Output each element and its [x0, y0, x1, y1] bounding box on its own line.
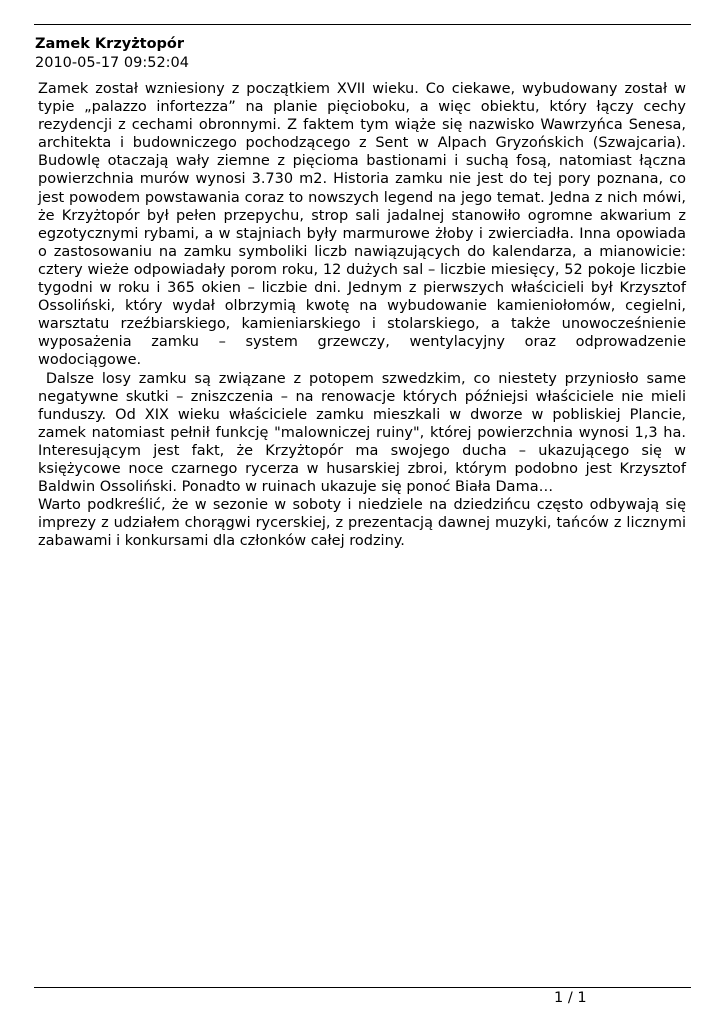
text-line: jest powodem powstawania coraz to nowszych legend na jego temat. Jedna z nich mówi,	[38, 189, 686, 206]
text-line: rezydencji z cechami obronnymi. Z faktem tym wiąże się nazwisko Wawrzyńca Senesa,	[38, 117, 686, 134]
paragraph	[38, 370, 686, 497]
footer-rule	[34, 987, 691, 988]
text-line: egzotycznymi rybami, a w stajniach były marmurowe żłoby i zwierciadła. Inna opowiada	[38, 225, 686, 242]
text-line: tygodni w roku i 365 okien – liczbie dni. Jednym z pierwszych właścicieli był Krzysztof	[38, 280, 686, 297]
text-line: że Krzyżtopór był pełen przepychu, strop sali jadalnej stanowiło ogromne akwarium z	[38, 207, 686, 224]
text-line: Interesującym jest fakt, że Krzyżtopór ma swojego ducha – ukazującego się w	[38, 442, 686, 459]
text-line: Ossoliński, który wydał olbrzymią kwotę na wybudowanie kamieniołomów, cegielni,	[38, 298, 686, 315]
document-date: 2010-05-17 09:52:04	[35, 55, 189, 71]
header-rule	[34, 24, 691, 25]
document-title: Zamek Krzyżtopór	[35, 36, 185, 52]
text-line: zamek natomiast pełnił funkcję "malowniczej ruiny", której powierzchnia wynosi 1,3 ha.	[38, 424, 686, 441]
text-line: warsztatu rzeźbiarskiego, kamieniarskiego i stolarskiego, a także unowocześnienie	[38, 316, 686, 333]
text-line: o zastosowaniu na zamku symboliki liczb nawiązujących do kalendarza, a mianowicie:	[38, 243, 686, 260]
text-line: imprezy z udziałem chorągwi rycerskiej, z prezentacją dawnej muzyki, tańców z licznymi	[38, 515, 686, 532]
text-line: Baldwin Ossoliński. Ponadto w ruinach ukazuje się ponoć Biała Dama…	[38, 479, 554, 496]
paragraph	[38, 496, 686, 550]
text-line: typie „palazzo infortezza” na planie pięcioboku, a więc obiektu, który łączy cechy	[38, 99, 686, 116]
text-line: Dalsze losy zamku są związane z potopem szwedzkim, co niestety przyniosło same	[38, 370, 686, 387]
text-line: Zamek został wzniesiony z początkiem XVII wieku. Co ciekawe, wybudowany został w	[38, 81, 686, 97]
text-line: funduszy. Od XIX wieku właściciele zamku mieszkali w dworze w pobliskiej Plancie,	[38, 406, 686, 423]
text-line: Budowlę otaczają wały ziemne z pięcioma bastionami i suchą fosą, natomiast łączna	[38, 153, 686, 170]
text-line: Warto podkreślić, że w sezonie w soboty i niedziele na dziedzińcu często odbywają się	[38, 497, 686, 514]
text-line: wodociągowe.	[38, 352, 142, 369]
text-line: wyposażenia zamku – system grzewczy, wentylacyjny oraz odprowadzenie	[38, 334, 686, 351]
document-body	[38, 80, 686, 550]
page-number: 1 / 1	[554, 990, 587, 1006]
text-line: księżycowe noce czarnego rycerza w husarskiej zbroi, którym podobno jest Krzysztof	[38, 460, 686, 477]
paragraph	[38, 80, 686, 370]
text-line: cztery wieże odpowiadały porom roku, 12 dużych sal – liczbie miesięcy, 52 pokoje liczbie	[38, 261, 686, 278]
text-line: zabawami i konkursami dla członków całej rodziny.	[38, 533, 405, 550]
text-line: architekta i budowniczego pochodzącego z Sent w Alpach Gryzońskich (Szwajcaria).	[38, 135, 686, 152]
text-line: negatywne skutki – zniszczenia – na renowacje których późniejsi właściciele nie mieli	[38, 388, 686, 405]
text-line: powierzchnia murów wynosi 3.730 m2. Historia zamku nie jest do tej pory poznana, co	[38, 171, 686, 188]
